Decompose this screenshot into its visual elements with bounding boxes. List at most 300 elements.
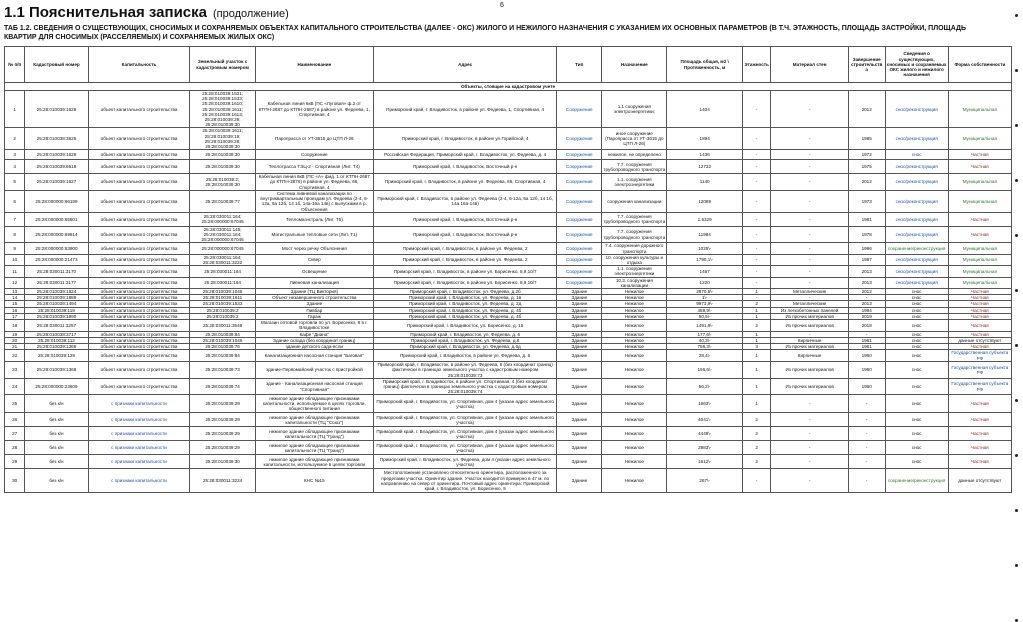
table-cell: Здание	[557, 455, 602, 469]
table-cell: 25:28:030011:3548	[190, 320, 255, 331]
table-cell: объект капитального строительства	[88, 254, 190, 265]
table-cell: Приморский край, г. Владивосток, в районе ул. Борисенко, 8,9,10/7	[373, 266, 556, 277]
table-cell: Приморский край, г. Владивосток, в районе ул. Спортивная, 4 (без координат границ) фактически в границах земельного участка с кадастровым номером 25:28:010039:74	[373, 378, 556, 395]
table-cell: Здание	[557, 320, 602, 331]
table-cell: Приморский край, г. Владивосток, в районе ул. Федеева, 1, Спортивная, 4	[373, 91, 556, 128]
table-cell: 1.1. сооружения электроэнергетики	[602, 174, 667, 191]
table-cell: 2	[742, 301, 771, 307]
table-cell: Здание	[557, 289, 602, 295]
table-cell: Приморский край, г. Владивосток, ул. Федеева, д. 6	[373, 331, 556, 337]
table-cell: 25:28:010039:119	[25, 307, 88, 313]
table-cell: снос	[885, 331, 948, 337]
table-cell: 25:28:030011:3224	[190, 469, 255, 493]
table-cell: 2870,5\-	[667, 289, 742, 295]
table-cell: Муниципальная	[948, 254, 1011, 265]
table-cell: 1790,1\-	[667, 254, 742, 265]
column-header: Адрес	[373, 47, 556, 83]
table-cell: -	[771, 212, 848, 226]
table-cell: 22	[5, 350, 25, 362]
table-cell: снос	[885, 150, 948, 160]
table-cell: 1960	[848, 362, 885, 379]
table-cell: 1436	[667, 150, 742, 160]
table-cell: снос	[885, 413, 948, 427]
table-cell: Нежилое	[602, 337, 667, 343]
table-cell: Приморский край, г. Владивосток, в районе ул. Федеева, 66, Спортивная, 4	[373, 174, 556, 191]
table-cell: 7.7. сооружения трубопроводного транспорта	[603, 214, 666, 225]
table-cell: 26	[5, 413, 25, 427]
table-cell: -	[771, 128, 848, 150]
table-cell: 27	[5, 427, 25, 441]
table-cell: Частная	[948, 413, 1011, 427]
table-cell: объект капитального строительства	[88, 226, 190, 243]
table-cell: Приморский край, г. Владивосток, ул. Спортивная, дом 4 (указан адрес земельного участка)	[373, 441, 556, 455]
table-cell: с признаки капитальности	[88, 441, 190, 455]
table-cell: Сооружение	[557, 212, 602, 226]
table-cell: Частная	[948, 320, 1011, 331]
table-cell: 1981	[848, 212, 885, 226]
table-cell: объект капитального строительства	[88, 320, 190, 331]
table-cell: Здание	[557, 331, 602, 337]
table-cell: 2013	[848, 301, 885, 307]
table-cell: 25:28:010039:76	[190, 343, 255, 349]
table-row	[5, 128, 1012, 150]
column-header: Завершение строительства	[848, 47, 885, 83]
table-cell: 25:28:000000:63900	[25, 243, 88, 254]
table-cell: Здание	[255, 301, 373, 307]
table-cell: -	[742, 226, 771, 243]
column-header: Материал стен	[771, 47, 848, 83]
table-cell: Приморский край, г. Владивосток, ул. Спортивная, дом 4 (указан адрес земельного участка)	[373, 413, 556, 427]
table-cell: Кабельная линия 6кВ (ПС «А» фид. 1 от КТПН-2687 до КТПН-2876) в районе ул. Федеева, 66, Спортивная, 4	[255, 174, 373, 191]
table-cell: объект капитального строительства	[88, 190, 190, 212]
table-cell: -	[742, 469, 771, 493]
table-cell: Здание	[557, 469, 602, 493]
table-cell: с признаки капитальности	[88, 455, 190, 469]
table-cell: без к/н	[25, 427, 88, 441]
table-cell: 2018	[848, 320, 885, 331]
table-cell: снос/реконструкция	[885, 277, 948, 288]
table-cell: снос	[885, 320, 948, 331]
table-cell: Из прочих материалов	[771, 343, 848, 349]
table-cell: 25:28:000000:65601	[25, 212, 88, 226]
table-cell: Частная	[948, 455, 1011, 469]
table-cell: 25:28:010039:30	[190, 455, 255, 469]
page-number: 6	[500, 2, 504, 9]
table-cell: Кирпичные	[771, 350, 848, 362]
table-cell: Металлические	[771, 301, 848, 307]
table-cell: 21	[5, 343, 25, 349]
table-cell: Частная	[948, 343, 1011, 349]
table-cell: 25:28:010039:30	[190, 150, 255, 160]
table-cell: 25:28:010039:29	[190, 395, 255, 413]
table-cell: снос	[885, 295, 948, 301]
table-cell: 1894	[667, 128, 742, 150]
table-cell: 25:28:010039:29	[190, 427, 255, 441]
table-cell: Приморский край, г. Владивосток, в районе ул. Федеева, 6 (без координат границ) фактически в границах земельного участка с кадастровым номером 25:28:010039:73	[373, 362, 556, 379]
table-cell: Из прочих материалов	[771, 313, 848, 319]
table-cell: 12089	[667, 190, 742, 212]
table-cell: 1140	[667, 174, 742, 191]
table-cell: объект капитального строительства	[88, 343, 190, 349]
table-cell: -	[742, 174, 771, 191]
table-cell: Приморский край, г. Владивосток, ул. Федеева, д.6д	[373, 343, 556, 349]
table-cell: Приморский край, г. Владивосток, ул. Федеева, д. 2д	[373, 301, 556, 307]
table-cell: снос/реконструкция	[885, 266, 948, 277]
title-subtitle: (продолжение)	[212, 8, 289, 20]
table-cell: Нежилое	[602, 307, 667, 313]
table-cell: 1	[742, 337, 771, 343]
table-cell: снос	[885, 455, 948, 469]
table-cell: 1961	[848, 337, 885, 343]
table-cell: -	[771, 190, 848, 212]
table-cell: 1	[742, 362, 771, 379]
table-cell: Канализационная насосная станция "Баговая"	[255, 350, 373, 362]
table-cell: -	[771, 469, 848, 493]
table-cell: -	[742, 190, 771, 212]
table-cell: Металлические	[771, 289, 848, 295]
table-cell: -	[848, 427, 885, 441]
table-cell: 50,5\-	[667, 313, 742, 319]
table-cell: Частная	[948, 441, 1011, 455]
table-cell: -	[771, 266, 848, 277]
table-cell: без к/н	[25, 395, 88, 413]
table-cell: Сооружение	[557, 254, 602, 265]
table-cell: Нежилое	[602, 289, 667, 295]
table-cell: Из прочих материалов	[771, 362, 848, 379]
table-cell: Государственная субъекта РФ	[948, 362, 1011, 379]
table-cell: снос/реконструкция	[885, 190, 948, 212]
table-cell: Местоположение установлено относительно ориентира, расположенного за пределами участка. Ориентир здание. Участок находится примерно в 47 м. по направлению на север от ориентира. Почтовый адрес ориентира: Приморский край, г. Владивосток, ул. Борисенко, 9	[373, 469, 556, 493]
table-row	[5, 441, 1012, 455]
table-cell: 19	[5, 331, 25, 337]
table-cell: -	[848, 413, 885, 427]
table-cell: 25:28:010039:1889	[25, 295, 88, 301]
table-cell: Нежилое	[602, 350, 667, 362]
table-cell: Частная	[948, 395, 1011, 413]
table-cell: Частная	[948, 427, 1011, 441]
table-cell: объект капитального строительства	[88, 307, 190, 313]
table-cell: Магазин оптовой торговли по ул. Борисенко, 8 в г. Владивостоке	[255, 320, 373, 331]
table-cell: Нежилое	[602, 362, 667, 379]
table-cell: 25:28:010039:112	[25, 337, 88, 343]
table-cell: 25:28:030011:3177	[25, 277, 88, 288]
table-cell: Частная	[948, 301, 1011, 307]
table-cell: Приморский край, г. Владивосток, в районе ул. Федеева, 2	[373, 243, 556, 254]
table-cell: 1	[742, 395, 771, 413]
table-cell: 25:28:010038:3625	[25, 128, 88, 150]
table-cell: 25:28:030011:145; 25:28:030011:164; 25:28:000000:67045	[190, 226, 255, 243]
table-cell: Кирпичные	[771, 337, 848, 343]
table-cell: 25:28:010039:84	[190, 350, 255, 362]
table-cell: -	[771, 441, 848, 455]
table-cell: -	[771, 413, 848, 427]
table-cell: 25:28:010039:1366	[25, 343, 88, 349]
table-cell: Приморский край, г. Владивосток, в районе ул. Борисенко, 8,9,10/7	[373, 277, 556, 288]
table-cell: 25:28:010039:2; 25:28:010039:30	[190, 174, 255, 191]
table-row	[5, 226, 1012, 243]
table-cell: снос	[885, 350, 948, 362]
table-cell: снос	[885, 313, 948, 319]
page-title	[4, 4, 289, 21]
table-cell: Здание	[557, 295, 602, 301]
table-cell: Нежилое	[602, 427, 667, 441]
table-cell: 24	[5, 378, 25, 395]
table-cell: 1	[742, 331, 771, 337]
table-cell: 1.6329	[667, 212, 742, 226]
table-row	[5, 212, 1012, 226]
table-cell: Здание склада (без координат границ)	[255, 337, 373, 343]
column-header: Этажность	[742, 47, 771, 83]
table-cell: Нежилое	[602, 301, 667, 307]
table-cell: 40,3\-	[667, 337, 742, 343]
table-cell: 9	[5, 243, 25, 254]
table-cell: объект капитального строительства	[88, 301, 190, 307]
table-cell: Здание	[557, 301, 602, 307]
table-cell: Нежилое	[602, 413, 667, 427]
table-cell: Тепломагистраль (Лит. Т5)	[255, 212, 373, 226]
table-header-row	[5, 47, 1012, 83]
table-cell: 25:28:030011:3170	[25, 266, 88, 277]
table-cell: 1987	[848, 254, 885, 265]
table-cell: объект капитального строительства	[88, 91, 190, 128]
table-cell: 11	[5, 266, 25, 277]
table-cell: 25:28:010039:1045	[190, 289, 255, 295]
table-cell: объект капитального строительства	[88, 160, 190, 174]
table-cell: Здание	[557, 427, 602, 441]
table-cell: 1961	[848, 343, 885, 349]
table-cell: 2019	[848, 313, 885, 319]
table-cell: Гараж	[255, 313, 373, 319]
table-cell: 16	[5, 307, 25, 313]
table-cell: 25:28:030011:164	[190, 266, 255, 277]
table-cell: 28,4\-	[667, 350, 742, 362]
table-row	[5, 266, 1012, 277]
table-cell: 3	[5, 150, 25, 160]
table-cell: 1960	[848, 350, 885, 362]
table-cell: Здание (ТЦ Виктория)	[255, 289, 373, 295]
table-cell: Частная	[948, 150, 1011, 160]
table-row	[5, 160, 1012, 174]
table-cell: без к/н	[25, 413, 88, 427]
table-cell: -	[771, 254, 848, 265]
table-cell: Государственная субъекта РФ	[948, 378, 1011, 395]
table-cell: объект капитального строительства	[88, 150, 190, 160]
table-cell: 1960	[848, 378, 885, 395]
table-cell: 25:28:010039:77	[190, 190, 255, 212]
table-cell: объект капитального строительства	[88, 350, 190, 362]
table-cell: -	[742, 277, 771, 288]
table-cell: снос/реконструкция	[885, 160, 948, 174]
table-cell: 2	[742, 413, 771, 427]
table-row	[5, 243, 1012, 254]
table-cell: 30	[5, 469, 25, 493]
table-caption: ТАБ 1.2. СВЕДЕНИЯ О СУЩЕСТВУЮЩИХ, СНОСИМЫХ И СОХРАНЯЕМЫХ ОБЪЕКТАХ КАПИТАЛЬНОГО СТРОИТЕЛЬСТВА (ДАЛЕЕ - ОКС) ЖИЛОГО И НЕЖИЛОГО НАЗНАЧЕНИЯ С УКАЗАНИЕМ ИХ ОСНОВНЫХ ПАРАМЕТРОВ (В Т.Ч. ЭТАЖНОСТЬ, ПЛОЩАДЬ ЗАСТРОЙКИ, ПЛОЩАДЬ КВАРТИР ДЛЯ СНОСИМЫХ (РАССЕЛЯЕМЫХ) И СОХРАНЯЕМЫХ ЖИЛЫХ ОКС)	[4, 25, 967, 41]
table-cell: Сооружение	[557, 128, 602, 150]
title-main: 1.1 Пояснительная записка	[4, 4, 207, 21]
table-cell: -	[771, 226, 848, 243]
table-cell: Муниципальная	[948, 266, 1011, 277]
table-cell: 15	[5, 301, 25, 307]
table-cell: 156,6\-	[667, 362, 742, 379]
table-cell: Сооружение	[557, 174, 602, 191]
table-cell: Государственная субъекта РФ	[948, 350, 1011, 362]
table-cell: 25:28:030011:164; 25:28:030011:3222	[190, 254, 255, 265]
table-cell: Приморский край, г. Владивосток, ул. Федеева, дом 4 (указан адрес земельного участка)	[373, 455, 556, 469]
table-cell: снос/реконструкция	[885, 91, 948, 128]
table-cell: без к/н	[25, 455, 88, 469]
table-cell: 25:28:030011:164	[190, 277, 255, 288]
table-cell: Муниципальная	[948, 91, 1011, 128]
table-cell: 25:28:000000:23609	[25, 378, 88, 395]
table-cell: -	[848, 455, 885, 469]
table-cell: 25:28:010039:29	[190, 413, 255, 427]
table-row	[5, 277, 1012, 288]
table-cell: объект капитального строительства	[88, 378, 190, 395]
column-header: Капитальность	[88, 47, 190, 83]
table-cell: объект капитального строительства	[88, 337, 190, 343]
table-cell: Нежилое	[602, 331, 667, 337]
table-cell: 1994	[848, 307, 885, 313]
table-cell: 1	[742, 378, 771, 395]
table-cell: снос	[885, 395, 948, 413]
table-cell: Приморский край, г. Владивосток, ул. Федеева, д. 4б	[373, 313, 556, 319]
column-header: Земельный участок с кадастровым номером	[190, 47, 255, 83]
objects-table	[4, 46, 1012, 493]
table-cell: снос/реконструкция	[885, 174, 948, 191]
table-cell: 13	[5, 289, 25, 295]
table-cell: Здание	[557, 395, 602, 413]
table-cell: 56,2\-	[667, 378, 742, 395]
table-cell: 25:28:010039:1627	[25, 174, 88, 191]
table-cell: 1663\-	[667, 395, 742, 413]
table-cell: 2983\-	[667, 441, 742, 455]
table-cell: Приморский край, г. Владивосток, в районе ул. Федеева, 2	[373, 254, 556, 265]
table-cell: 1.1. сооружения электроэнергетики	[602, 266, 667, 277]
table-cell: Здание	[557, 313, 602, 319]
table-cell: Приморский край, г. Владивосток, ул. Спортивная, дом 4 (указан адрес земельного участка)	[373, 427, 556, 441]
table-cell: Здание	[557, 307, 602, 313]
table-cell: Сооружение	[557, 150, 602, 160]
table-cell: Паропрасса от УТ-3615 до ЦТП Л-26	[255, 128, 373, 150]
table-cell: 25:28:000000:21473	[25, 254, 88, 265]
table-cell: -	[771, 427, 848, 441]
table-cell: объект капитального строительства	[88, 212, 190, 226]
table-cell: 2013	[848, 277, 885, 288]
table-cell: 2	[742, 441, 771, 455]
table-cell: 4	[5, 160, 25, 174]
column-header: Сведения о существующих, сносимых и сохраняемых ОКС жилого и нежилого назначения	[885, 47, 948, 83]
table-cell: Сооружение	[255, 150, 373, 160]
table-cell: 7	[5, 212, 25, 226]
table-cell: снос	[885, 362, 948, 379]
table-cell: нежилое здание обладающее признаками капитальности (ТЦ "Гранд")	[255, 427, 373, 441]
table-cell: Здание	[557, 441, 602, 455]
table-cell: здание-Первомайский участок с пристройкой	[255, 362, 373, 379]
table-cell: 1972	[848, 150, 885, 160]
table-cell: -	[771, 160, 848, 174]
table-cell: объект капитального строительства	[88, 289, 190, 295]
table-cell: Сооружение	[557, 266, 602, 277]
table-cell: 7.7. сооружения трубопроводного транспорта	[603, 161, 666, 172]
table-row	[5, 469, 1012, 493]
table-cell: Муниципальная	[948, 128, 1011, 150]
table-cell: -	[742, 91, 771, 128]
table-cell: 1	[5, 91, 25, 128]
table-cell: -	[742, 212, 771, 226]
table-cell: объект капитального строительства	[88, 174, 190, 191]
table-cell: Нежилое	[602, 378, 667, 395]
table-cell: Нежилое	[602, 455, 667, 469]
table-cell: снос/реконструкция	[885, 226, 948, 243]
table-cell: Из прочих материалов	[771, 320, 848, 331]
column-header: Площадь общая, м2 \ Протяженность, м	[667, 47, 742, 83]
table-cell: 25:28:010039:1045	[190, 337, 255, 343]
table-cell: Система ливневой канализации по внутриквартальным проездам ул. Федеева (2-4, 6-12а, 6а 12б, 14 1б, 14а-16а 14в) с выпусками в р. Объяснения	[255, 190, 373, 212]
table-row	[5, 174, 1012, 191]
table-cell: 1	[742, 289, 771, 295]
table-cell: 2	[742, 427, 771, 441]
table-cell: 7.7. сооружения трубопроводного транспорта	[602, 226, 667, 243]
table-cell: 10.3. сооружения канализации	[602, 277, 667, 288]
table-cell: Приморский край, г. Владивосток, Восточный р-н	[373, 226, 556, 243]
table-cell: 10. сооружения культуры и отдыха	[602, 254, 667, 265]
table-cell: Приморский край, г. Владивосток, Восточный р-н	[373, 212, 556, 226]
table-cell: Кабельная линия 6кВ (ПС «Луговая» ф.2 от КТПН-2687 до КТПН-2687) в районе ул. Федеева, 1, Спортивная, 4	[255, 91, 373, 128]
table-cell: -	[771, 174, 848, 191]
table-cell: 25:28:010039:1524	[25, 289, 88, 295]
table-cell: снос/реконструкция	[885, 212, 948, 226]
table-cell: 1	[742, 350, 771, 362]
table-cell: Приморский край, г. Владивосток, ул. Борисенко, д. 15	[373, 320, 556, 331]
table-row	[5, 362, 1012, 379]
table-cell: Частная	[948, 313, 1011, 319]
table-row	[5, 320, 1012, 331]
table-cell: Объект незавершенного строительства	[255, 295, 373, 301]
table-cell: Сооружение	[557, 160, 602, 174]
table-cell: нежилое здание обладающее признаками капитальности, используемое в целях торговли	[255, 455, 373, 469]
table-cell: 1220	[667, 277, 742, 288]
table-cell: 25:28:000000:69614	[25, 226, 88, 243]
table-cell: объект капитального строительства	[88, 266, 190, 277]
table-cell: 25:28:000000:67045	[190, 243, 255, 254]
table-row	[5, 427, 1012, 441]
table-cell: КНС №15	[255, 469, 373, 493]
table-cell: 25:28:010039:1494	[25, 301, 88, 307]
table-cell: снос	[885, 307, 948, 313]
table-cell: 25:28:010039:2	[190, 307, 255, 313]
table-cell: -	[848, 469, 885, 493]
table-cell: объект капитального строительства	[88, 313, 190, 319]
table-cell: Муниципальная	[948, 174, 1011, 191]
table-cell: сооружения канализации	[602, 190, 667, 212]
table-cell: Нежилое	[602, 320, 667, 331]
table-cell: объект капитального строительства	[88, 128, 190, 150]
table-cell: без к/н	[25, 469, 88, 493]
table-cell: 1404	[667, 91, 742, 128]
table-cell: Здание	[557, 378, 602, 395]
table-cell: данные отсутствуют	[948, 337, 1011, 343]
table-cell: объект капитального строительства	[88, 331, 190, 337]
table-cell: Сквер	[255, 254, 373, 265]
table-cell: -	[771, 91, 848, 128]
column-header: Назначение	[602, 47, 667, 83]
column-header: № п/п	[5, 47, 25, 83]
table-cell: иное сооружение (Паропрасса от УТ-3615 до ЦТП Л-26)	[602, 128, 667, 150]
table-cell: Сооружение	[557, 91, 602, 128]
table-cell: Из прочих материалов	[771, 378, 848, 395]
table-cell: Российская Федерация, Приморский край, г. Владивосток, ул. Федеева, д. 4	[373, 150, 556, 160]
table-cell: 2012	[848, 174, 885, 191]
